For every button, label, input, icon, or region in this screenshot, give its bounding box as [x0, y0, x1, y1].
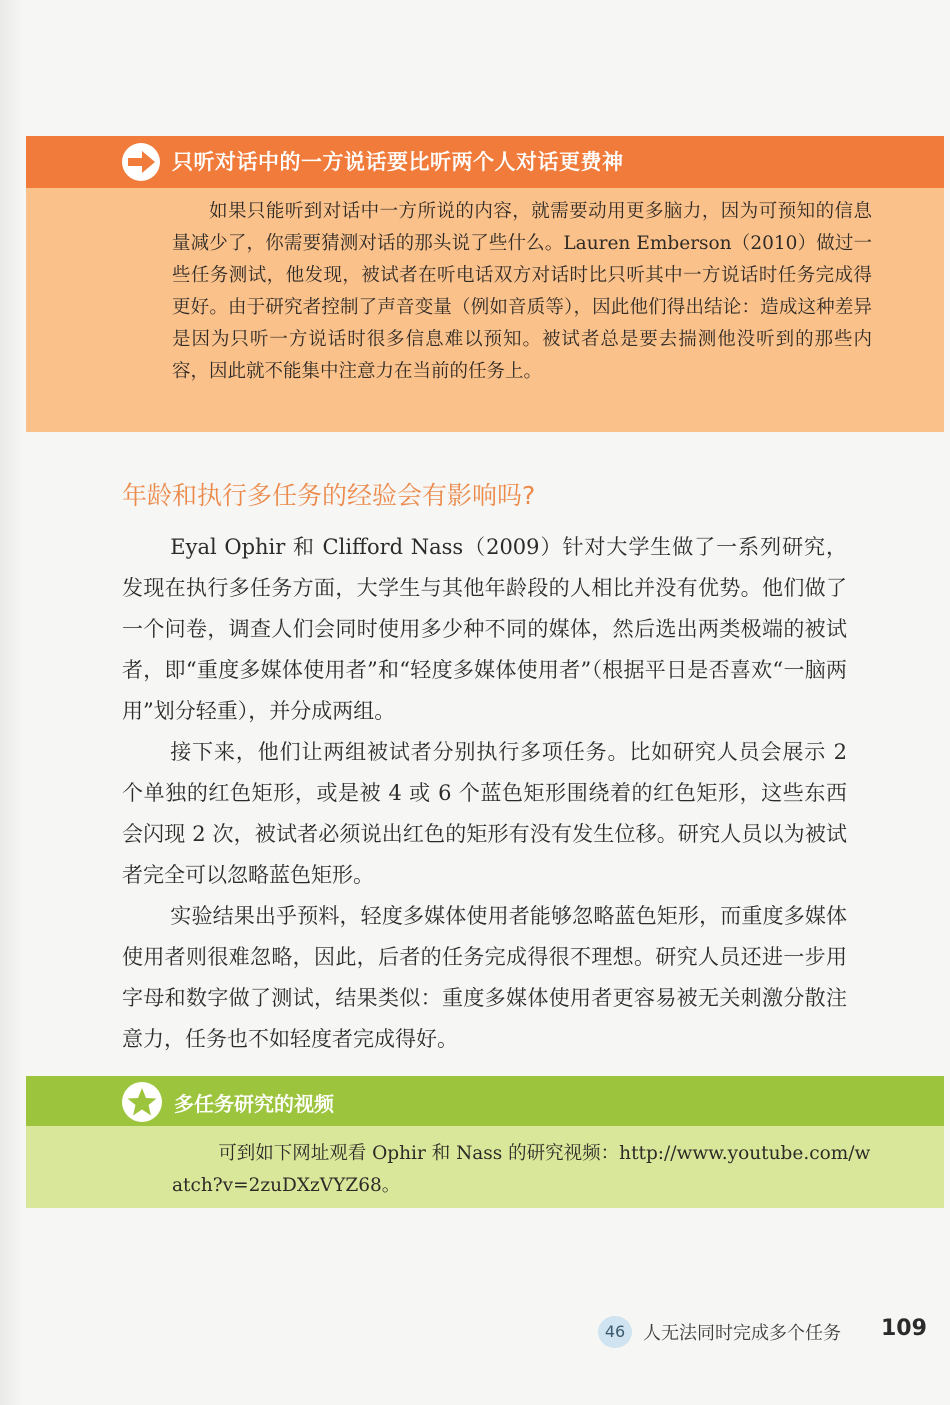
paragraph: 接下来，他们让两组被试者分别执行多项任务。比如研究人员会展示 2 个单独的红色矩形，或是被 4 或 6 个蓝色矩形围绕着的红色矩形，这些东西会闪现 2 次，被试者必须说出红色的矩形有没有发生位移。研究人员以为被试者完全可以忽略蓝色矩形。: [122, 740, 847, 887]
section-heading: 年龄和执行多任务的经验会有影响吗?: [122, 481, 536, 510]
info-box-header: [26, 136, 944, 188]
info-box-title: 多任务研究的视频: [174, 1092, 334, 1116]
arrow-right-icon: [122, 143, 160, 181]
info-box-title: 只听对话中的一方说话要比听两个人对话更费神: [172, 150, 624, 174]
info-box-header: [26, 1076, 944, 1126]
info-box-body: 可到如下网址观看 Ophir 和 Nass 的研究视频：http://www.youtube.com/watch?v=2zuDXzVYZ68。: [172, 1143, 871, 1196]
star-icon: [122, 1082, 162, 1122]
chapter-number-badge: 46: [598, 1316, 632, 1348]
info-box-body: 如果只能听到对话中一方所说的内容，就需要动用更多脑力，因为可预知的信息量减少了，你需要猜测对话的那头说了些什么。Lauren Emberson（2010）做过一些任务测试，他发现，被试者在听电话双方对话时比只听其中一方说话时任务完成得更好。由于研究者控制了声音变量（例如音质等），因此他们得出结论：造成这种差异是因为只听一方说话时很多信息难以预知。被试者总是要去揣测他没听到的那些内容，因此就不能集中注意力在当前的任务上。: [172, 201, 872, 382]
main-text: [122, 527, 847, 1060]
chapter-title: 人无法同时完成多个任务: [643, 1323, 841, 1344]
paragraph: 实验结果出乎预料，轻度多媒体使用者能够忽略蓝色矩形，而重度多媒体使用者则很难忽略，因此，后者的任务完成得很不理想。研究人员还进一步用字母和数字做了测试，结果类似：重度多媒体使用者更容易被无关刺激分散注意力，任务也不如轻度者完成得好。: [122, 904, 847, 1051]
page-edge: [0, 0, 22, 1405]
paragraph: Eyal Ophir 和 Clifford Nass（2009）针对大学生做了一系列研究，发现在执行多任务方面，大学生与其他年龄段的人相比并没有优势。他们做了一个问卷，调查人们会同时使用多少种不同的媒体，然后选出两类极端的被试者，即“重度多媒体使用者”和“轻度多媒体使用者”（根据平日是否喜欢“一脑两用”划分轻重），并分成两组。: [122, 535, 847, 723]
info-box-orange: [26, 136, 944, 432]
info-box-green: [26, 1076, 944, 1208]
page-number: 109: [881, 1316, 927, 1341]
